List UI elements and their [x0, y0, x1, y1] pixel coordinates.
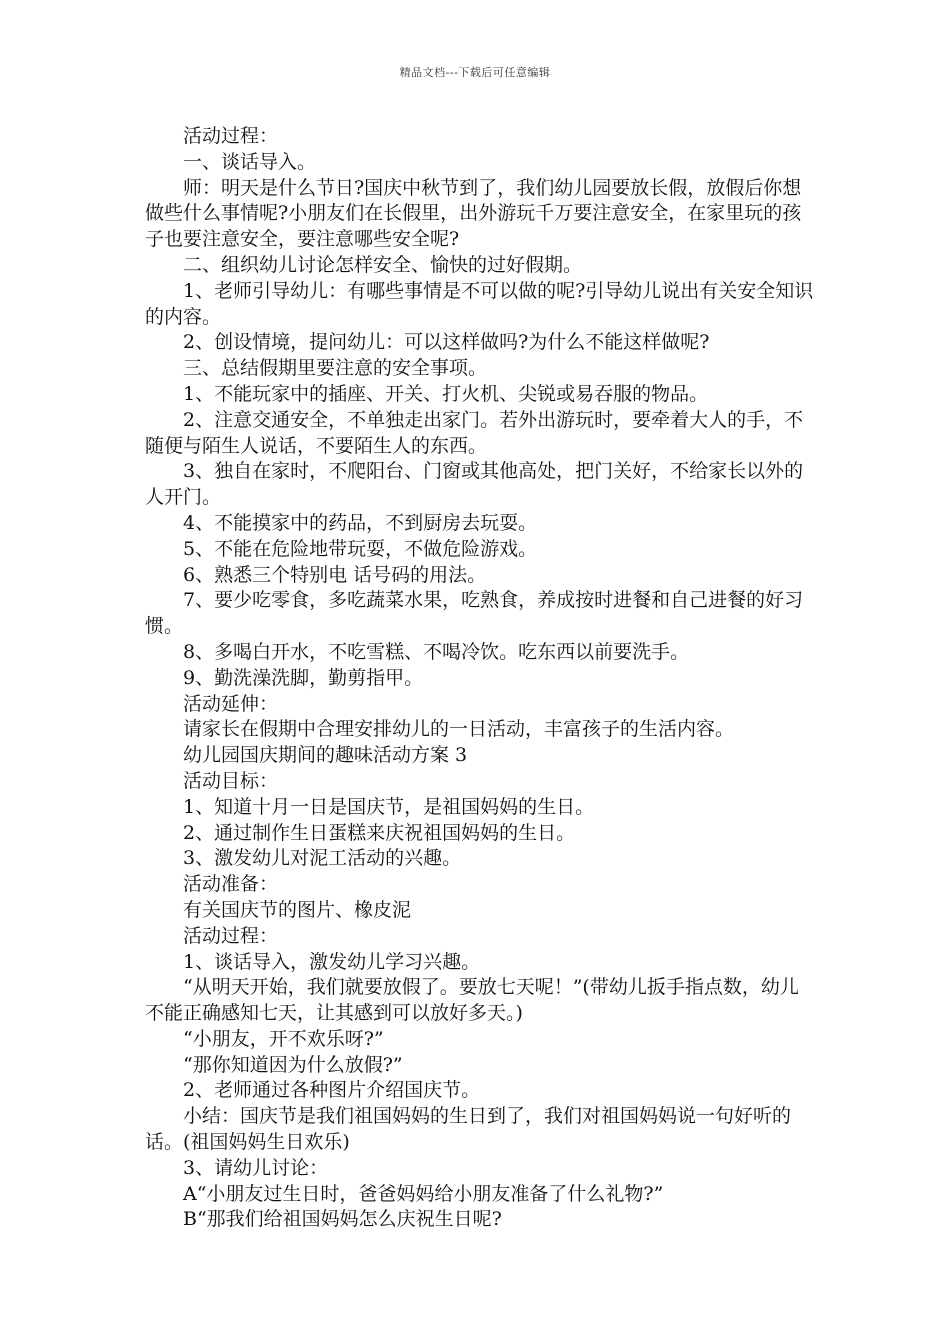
paragraph: 一、谈话导入。	[183, 150, 317, 173]
paragraph: 2、注意交通安全，不单独走出家门。若外出游玩时，要牵着大人的手，不随便与陌生人说话，不要陌生人的东西。	[145, 408, 804, 457]
paragraph: 活动目标：	[183, 769, 279, 792]
paragraph: 活动准备：	[183, 873, 279, 896]
paragraph: 活动过程：	[183, 924, 279, 947]
paragraph: 2、创设情境，提问幼儿：可以这样做吗?为什么不能这样做呢?	[183, 331, 710, 354]
paragraph: 1、谈话导入，激发幼儿学习兴趣。	[183, 950, 481, 973]
paragraph: 活动延伸：	[183, 692, 279, 715]
paragraph: A“小朋友过生日时，爸爸妈妈给小朋友准备了什么礼物?”	[183, 1182, 664, 1205]
paragraph: “从明天开始，我们就要放假了。要放七天呢！”(带幼儿扳手指点数，幼儿不能正确感知七天，让其感到可以放好多天。)	[145, 976, 799, 1025]
paragraph: 请家长在假期中合理安排幼儿的一日活动，丰富孩子的生活内容。	[183, 718, 735, 741]
paragraph: 9、勤洗澡洗脚，勤剪指甲。	[183, 666, 424, 689]
paragraph: 6、熟悉三个特别电 话号码的用法。	[183, 563, 487, 586]
paragraph: 1、不能玩家中的插座、开关、打火机、尖锐或易吞服的物品。	[183, 382, 709, 405]
paragraph: 3、激发幼儿对泥工活动的兴趣。	[183, 847, 462, 870]
page-header: 精品文档---下载后可任意编辑	[399, 66, 551, 79]
document-body	[145, 124, 815, 1233]
paragraph: 1、知道十月一日是国庆节，是祖国妈妈的生日。	[183, 795, 595, 818]
paragraph: “那你知道因为什么放假?”	[183, 1053, 403, 1076]
paragraph: 2、老师通过各种图片介绍国庆节。	[183, 1079, 481, 1102]
paragraph: 3、独自在家时，不爬阳台、门窗或其他高处，把门关好，不给家长以外的人开门。	[145, 460, 804, 509]
paragraph: “小朋友，开不欢乐呀?”	[183, 1027, 384, 1050]
paragraph: 2、通过制作生日蛋糕来庆祝祖国妈妈的生日。	[183, 821, 576, 844]
paragraph: 1、老师引导幼儿：有哪些事情是不可以做的呢?引导幼儿说出有关安全知识的内容。	[145, 279, 814, 328]
paragraph: 三、总结假期里要注意的安全事项。	[183, 357, 488, 380]
paragraph: 5、不能在危险地带玩耍，不做危险游戏。	[183, 537, 538, 560]
paragraph: 师：明天是什么节日?国庆中秋节到了，我们幼儿园要放长假，放假后你想做些什么事情呢?小朋友们在长假里，出外游玩千万要注意安全，在家里玩的孩子也要注意安全，要注意哪些安全呢?	[145, 176, 802, 251]
paragraph: 有关国庆节的图片、橡皮泥	[183, 898, 412, 921]
paragraph: 活动过程：	[183, 125, 279, 147]
paragraph: 4、不能摸家中的药品，不到厨房去玩耍。	[183, 511, 538, 534]
paragraph: 3、请幼儿讨论：	[183, 1156, 329, 1179]
paragraph: 7、要少吃零食，多吃蔬菜水果，吃熟食，养成按时进餐和自己进餐的好习惯。	[145, 589, 804, 638]
paragraph: 8、多喝白开水，不吃雪糕、不喝冷饮。吃东西以前要洗手。	[183, 640, 690, 663]
paragraph: 二、组织幼儿讨论怎样安全、愉快的过好假期。	[183, 253, 583, 276]
paragraph: 小结：国庆节是我们祖国妈妈的生日到了，我们对祖国妈妈说一句好听的话。(祖国妈妈生日欢乐)	[145, 1105, 792, 1154]
paragraph: 幼儿园国庆期间的趣味活动方案 3	[183, 744, 468, 767]
paragraph: B“那我们给祖国妈妈怎么庆祝生日呢?	[183, 1208, 502, 1231]
